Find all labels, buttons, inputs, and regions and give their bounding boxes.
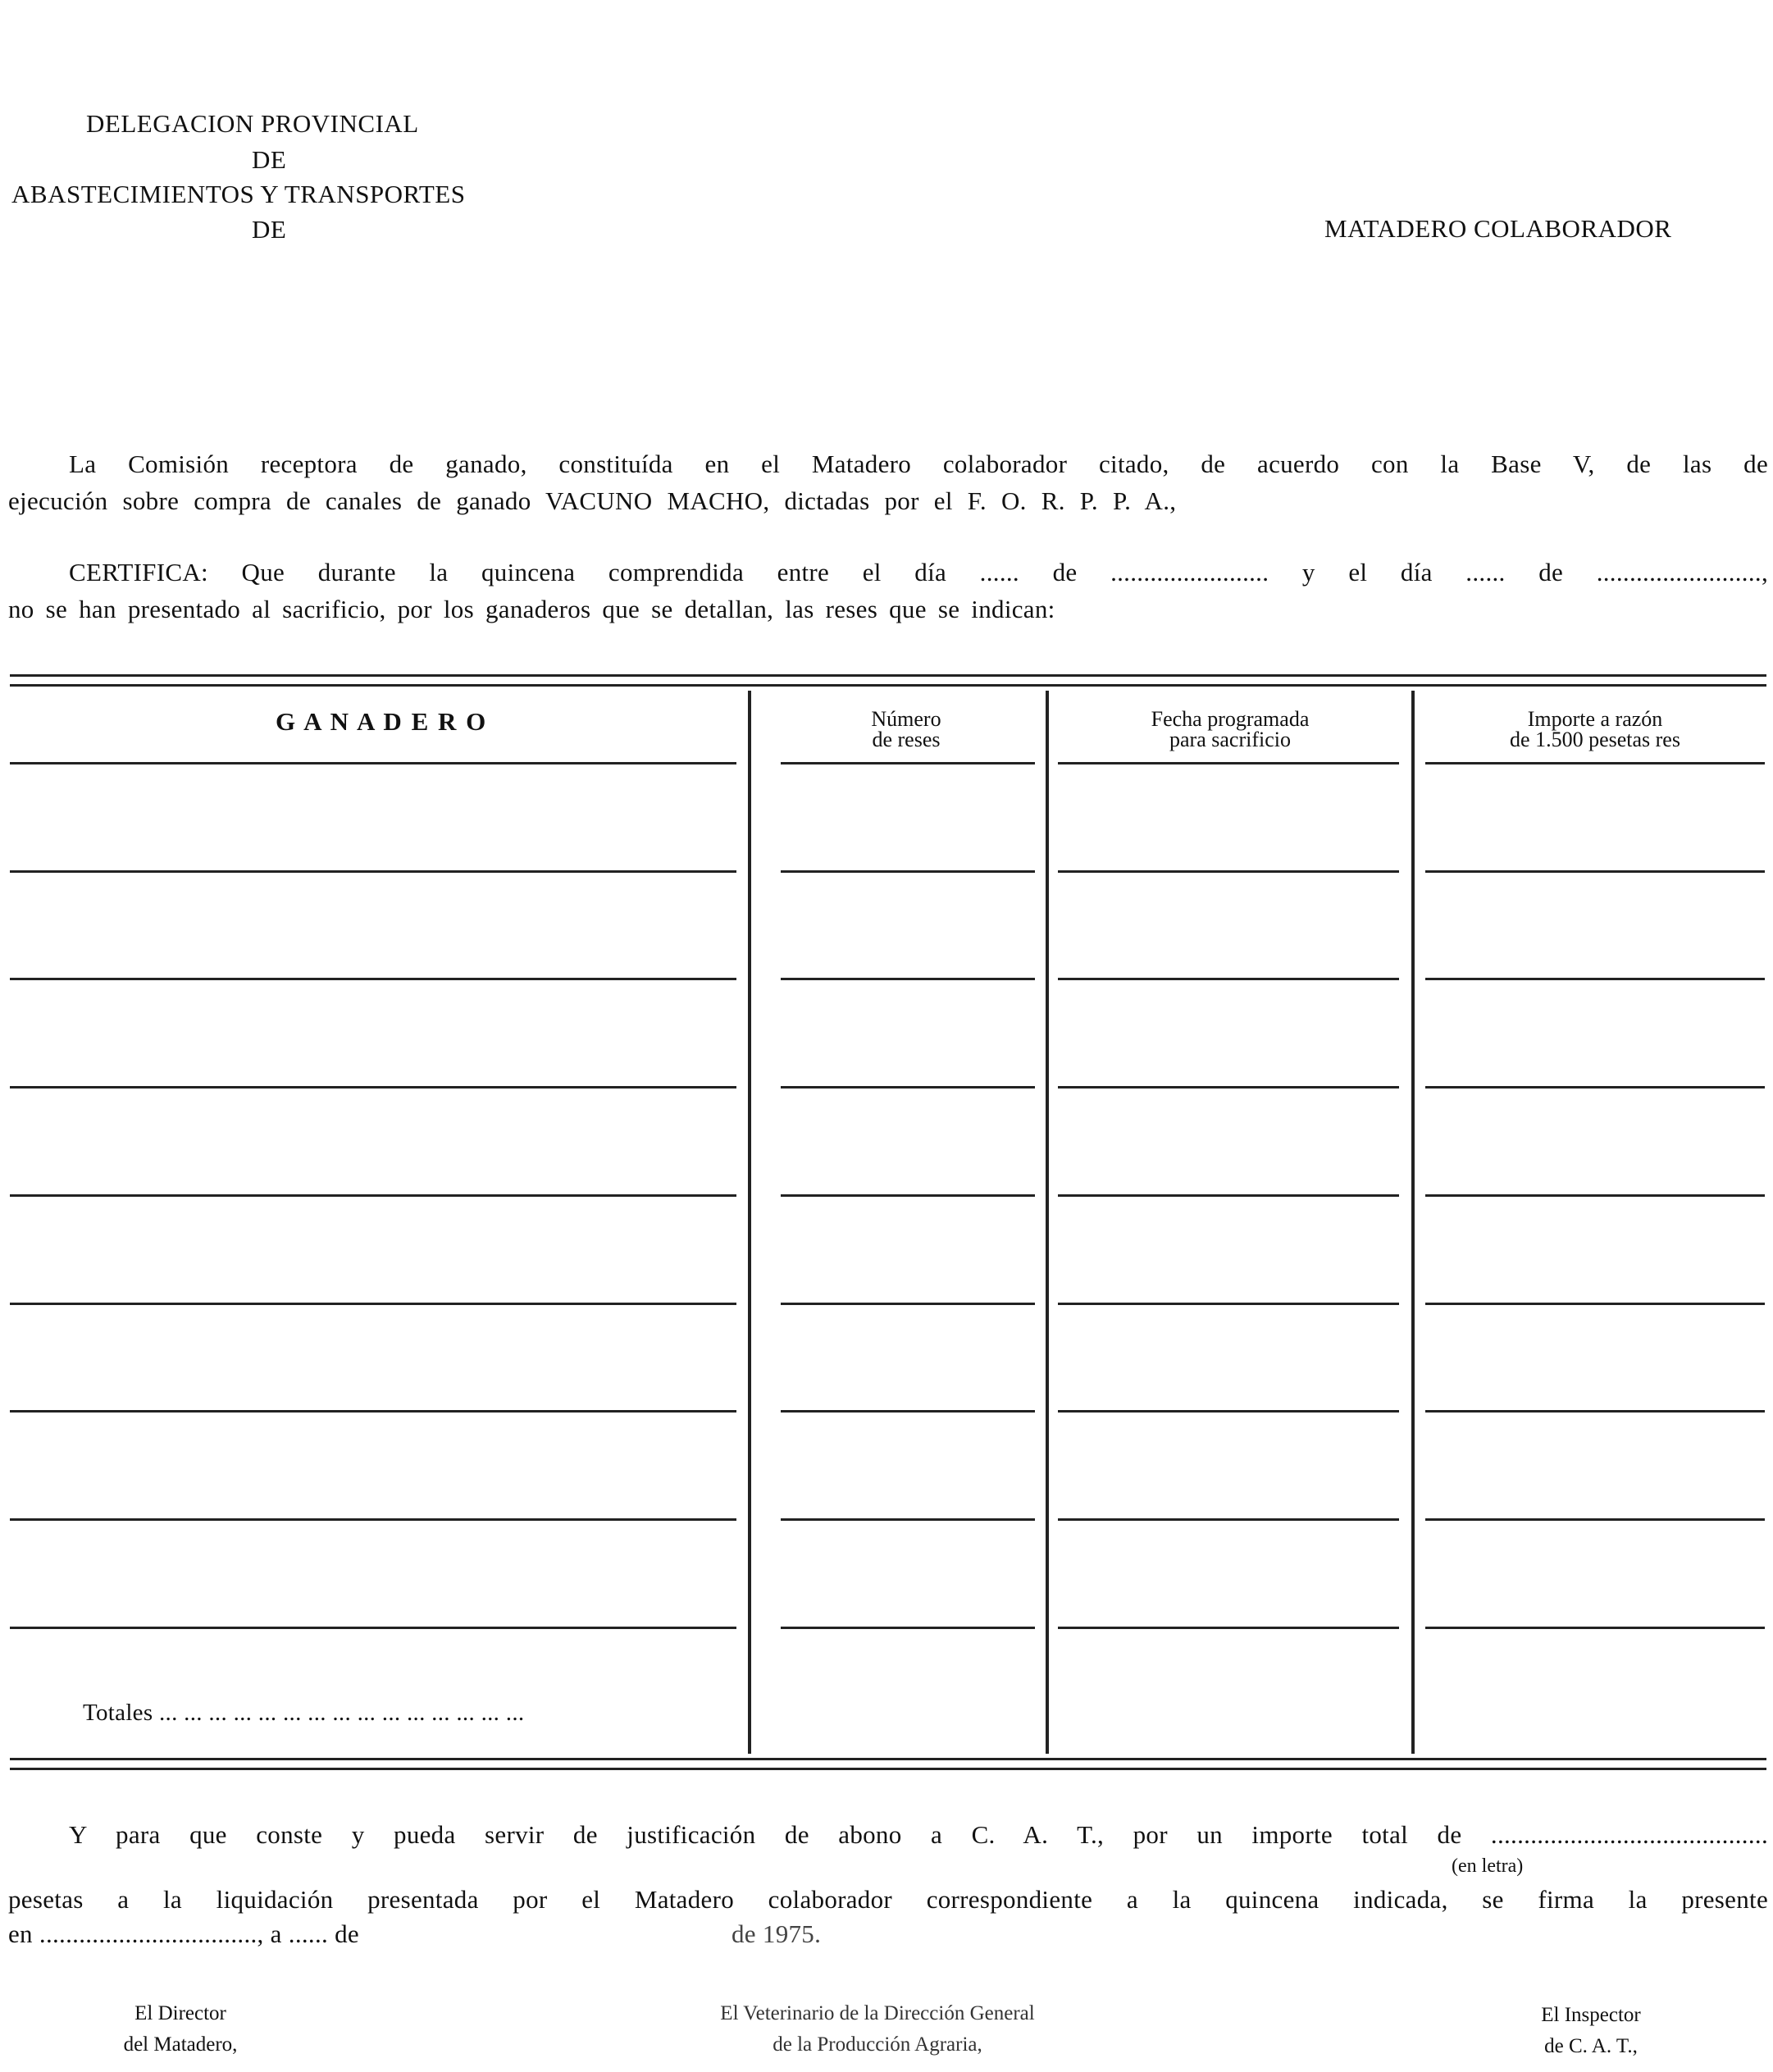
column-header-numero-line-1: Número — [871, 707, 941, 731]
table-row-rule — [1425, 1410, 1765, 1413]
table-row-rule — [1058, 1410, 1399, 1413]
table-row-rule — [10, 1518, 736, 1521]
table-row-rule — [10, 1086, 736, 1088]
column-header-fecha-line-1: Fecha programada — [1151, 707, 1310, 731]
column-header-importe — [1427, 709, 1763, 750]
table-row-rule — [781, 978, 1035, 980]
table-row-rule — [781, 870, 1035, 873]
table-bottom-rule-1 — [10, 1758, 1766, 1760]
signature-director-line-2: del Matadero, — [123, 2033, 238, 2056]
table-row-rule — [10, 762, 736, 764]
closing-line-1: Y para que conste y pueda servir de justificación de abono a C. A. T., por un importe total de .......................................... — [69, 1820, 1768, 1849]
en-letra-note: (en letra) — [1452, 1855, 1524, 1877]
column-header-importe-line-1: Importe a razón — [1527, 707, 1663, 731]
intro-line-1: La Comisión receptora de ganado, constituída en el Matadero colaborador citado, de acuerdo con la Base V, de las de — [69, 450, 1768, 478]
table-row-rule — [10, 870, 736, 873]
table-row-rule — [1058, 1086, 1399, 1088]
table-row-rule — [10, 1410, 736, 1413]
table-row-rule — [781, 1086, 1035, 1088]
table-row-rule — [1058, 1303, 1399, 1305]
signature-veterinario-line-1: El Veterinario de la Dirección General — [720, 2002, 1035, 2024]
totals-label: Totales ... ... ... ... ... ... ... ... ... ... ... ... ... ... ... — [83, 1700, 525, 1726]
table-row-rule — [1425, 870, 1765, 873]
signature-veterinario-line-2: de la Producción Agraria, — [773, 2033, 982, 2056]
signature-director — [74, 1998, 287, 2061]
table-row-rule — [1425, 1627, 1765, 1629]
certifica-line-1: CERTIFICA: Que durante la quincena comprendida entre el día ...... de ........................ y el día ...... de ........................., — [69, 558, 1768, 586]
closing-line-3-place: en ................................., a ...... de — [8, 1919, 359, 1948]
table-row-rule — [781, 1410, 1035, 1413]
signature-director-line-1: El Director — [134, 2002, 226, 2024]
delegation-line-1: DELEGACION PROVINCIAL — [86, 109, 419, 138]
table-bottom-rule-2 — [10, 1768, 1766, 1770]
table-row-rule — [781, 1194, 1035, 1197]
delegation-line-2: DE — [252, 145, 287, 174]
table-divider-3 — [1411, 691, 1415, 1754]
table-row-rule — [1058, 1627, 1399, 1629]
delegation-line-3: ABASTECIMIENTOS Y TRANSPORTES — [11, 180, 466, 208]
column-header-ganadero: G A N A D E R O — [276, 707, 488, 736]
table-top-rule-1 — [10, 674, 1766, 677]
table-row-rule — [1058, 870, 1399, 873]
table-row-rule — [1425, 762, 1765, 764]
table-row-rule — [781, 1627, 1035, 1629]
table-row-rule — [781, 1518, 1035, 1521]
column-header-fecha-programada — [1058, 709, 1402, 750]
table-row-rule — [1425, 1086, 1765, 1088]
column-header-numero-reses — [779, 709, 1033, 750]
table-row-rule — [781, 1303, 1035, 1305]
table-row-rule — [10, 1194, 736, 1197]
delegation-line-4: DE — [252, 215, 287, 244]
table-divider-2 — [1046, 691, 1049, 1754]
column-header-fecha-line-2: para sacrificio — [1169, 728, 1291, 751]
signature-inspector — [1484, 2000, 1698, 2062]
table-row-rule — [1058, 762, 1399, 764]
table-row-rule — [1425, 978, 1765, 980]
table-row-rule — [1058, 978, 1399, 980]
closing-line-2: pesetas a la liquidación presentada por el Matadero colaborador correspondiente a la quincena indicada, se firma la presente — [8, 1885, 1768, 1914]
table-row-rule — [10, 978, 736, 980]
table-divider-1 — [748, 691, 751, 1754]
closing-line-3-year: de 1975. — [732, 1919, 822, 1948]
column-header-importe-line-2: de 1.500 pesetas res — [1510, 728, 1680, 751]
table-row-rule — [1058, 1518, 1399, 1521]
signature-inspector-line-1: El Inspector — [1541, 2004, 1641, 2026]
certifica-line-2: no se han presentado al sacrificio, por los ganaderos que se detallan, las reses que se indican: — [8, 595, 1055, 623]
table-top-rule-2 — [10, 684, 1766, 687]
table-row-rule — [10, 1627, 736, 1629]
table-row-rule — [1425, 1303, 1765, 1305]
table-row-rule — [1058, 1194, 1399, 1197]
signature-inspector-line-2: de C. A. T., — [1544, 2035, 1638, 2057]
table-row-rule — [10, 1303, 736, 1305]
table-row-rule — [1425, 1518, 1765, 1521]
column-header-numero-line-2: de reses — [872, 728, 941, 751]
signature-veterinario — [623, 1998, 1132, 2061]
table-row-rule — [781, 762, 1035, 764]
table-row-rule — [1425, 1194, 1765, 1197]
matadero-colaborador-title: MATADERO COLABORADOR — [1324, 214, 1672, 243]
intro-line-2: ejecución sobre compra de canales de ganado VACUNO MACHO, dictadas por el F. O. R. P. P. A., — [8, 486, 1177, 515]
